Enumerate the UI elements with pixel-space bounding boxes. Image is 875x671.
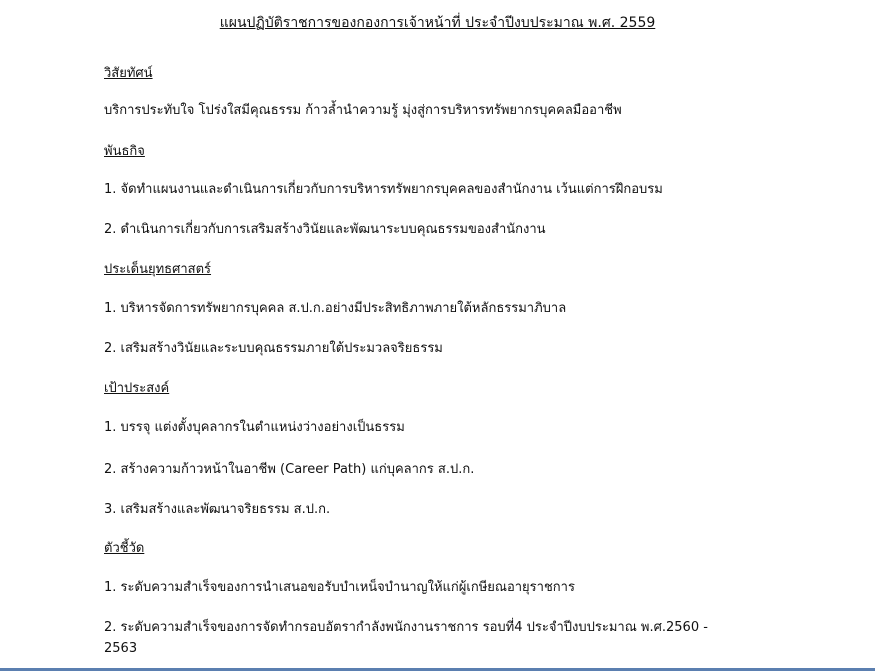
indicator-item-continuation: 2563 <box>104 641 138 656</box>
document-title: แผนปฏิบัติราชการของกองการเจ้าหน้าที่ ประจำปีงบประมาณ พ.ศ. 2559 <box>219 15 656 31</box>
mission-item: 2. ดำเนินการเกี่ยวกับการเสริมสร้างวินัยและพัฒนาระบบคุณธรรมของสำนักงาน <box>104 222 546 237</box>
goal-item: 3. เสริมสร้างและพัฒนาจริยธรรม ส.ป.ก. <box>104 502 331 517</box>
mission-heading: พันธกิจ <box>104 144 145 159</box>
goal-item: 1. บรรจุ แต่งตั้งบุคลากรในตำแหน่งว่างอย่างเป็นธรรม <box>104 420 405 435</box>
strategy-heading: ประเด็นยุทธศาสตร์ <box>104 262 212 277</box>
vision-text: บริการประทับใจ โปร่งใสมีคุณธรรม ก้าวล้ำนำความรู้ มุ่งสู่การบริหารทรัพยากรบุคคลมืออาชีพ <box>104 103 622 118</box>
strategy-item: 1. บริหารจัดการทรัพยากรบุคคล ส.ป.ก.อย่างมีประสิทธิภาพภายใต้หลักธรรมาภิบาล <box>104 301 567 316</box>
goals-heading: เป้าประสงค์ <box>104 381 170 396</box>
mission-item: 1. จัดทำแผนงานและดำเนินการเกี่ยวกับการบริหารทรัพยากรบุคคลของสำนักงาน เว้นแต่การฝึกอบรม <box>104 182 663 197</box>
vision-heading: วิสัยทัศน์ <box>104 66 153 81</box>
strategy-item: 2. เสริมสร้างวินัยและระบบคุณธรรมภายใต้ประมวลจริยธรรม <box>104 341 443 356</box>
indicators-heading: ตัวชี้วัด <box>104 541 145 556</box>
indicator-item: 1. ระดับความสำเร็จของการนำเสนอขอรับบำเหน็จบำนาญให้แก่ผู้เกษียณอายุราชการ <box>104 580 575 595</box>
indicator-item: 2. ระดับความสำเร็จของการจัดทำกรอบอัตรากำลังพนักงานราชการ รอบที่4 ประจำปีงบประมาณ พ.ศ.2560 - <box>104 620 708 635</box>
goal-item: 2. สร้างความก้าวหน้าในอาชีพ (Career Path) แก่บุคลากร ส.ป.ก. <box>104 462 475 477</box>
